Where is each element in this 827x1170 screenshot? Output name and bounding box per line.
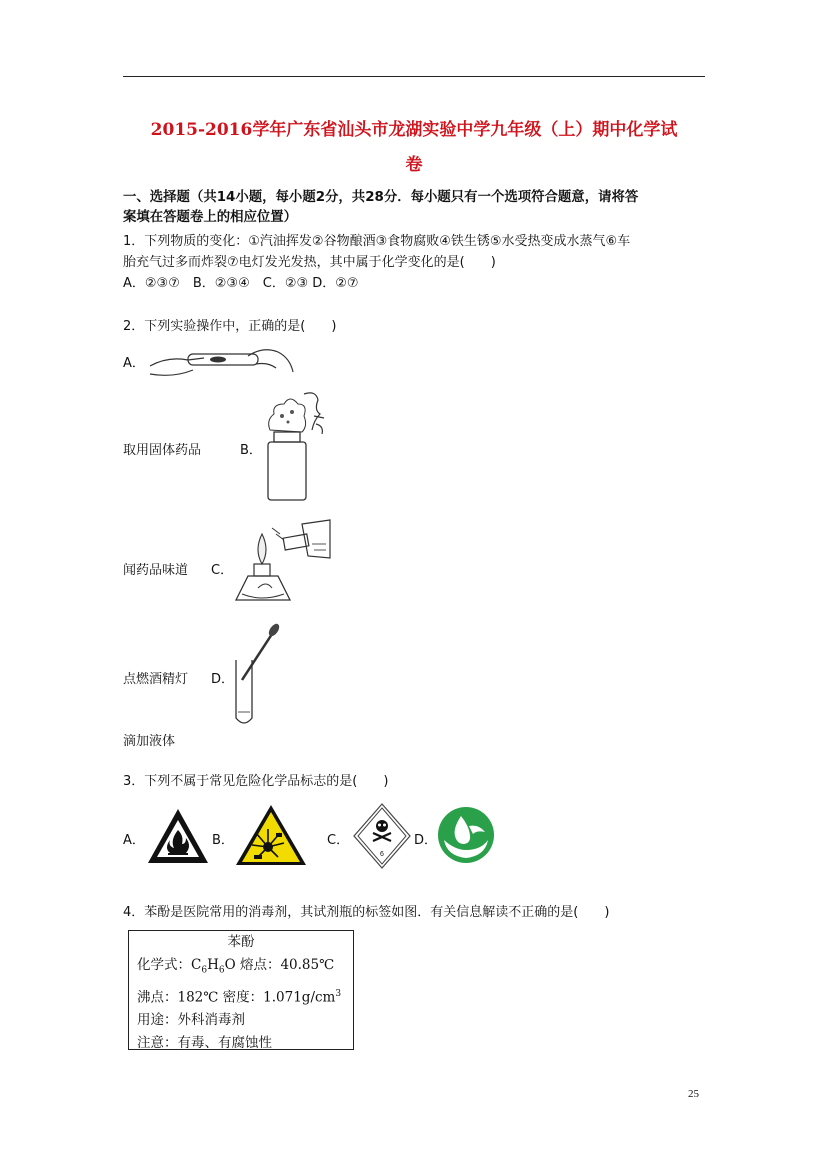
q2-option-c: C． — [211, 563, 234, 578]
q1-stem: 1．下列物质的变化：①汽油挥发②谷物酿酒③食物腐败④铁生锈⑤水受热变成水蒸气⑥车 — [123, 234, 631, 249]
q2-option-a: A． — [123, 356, 145, 371]
reagent-note: 注意：有毒、有腐蚀性 — [137, 1035, 272, 1052]
reagent-name: 苯酚 — [227, 934, 255, 950]
q2-a-caption: 取用固体药品 — [123, 443, 202, 458]
q2-b-image — [262, 390, 332, 502]
reagent-use: 用途：外科消毒剂 — [137, 1012, 245, 1029]
section-heading-cont: 案填在答题卷上的相应位置） — [123, 210, 298, 225]
q2-c-caption: 点燃酒精灯 — [123, 672, 189, 687]
q3-b-explosive-sign — [234, 803, 308, 867]
q2-c-image — [232, 514, 336, 614]
q2-d-caption: 滴加液体 — [123, 734, 176, 749]
q2-option-d: D． — [211, 672, 235, 687]
q3-option-c: C． — [327, 833, 350, 848]
reagent-label-box — [128, 930, 354, 1050]
reagent-boiling-density: 沸点：182℃ 密度：$1.071g/cm^3$ — [137, 988, 342, 1006]
q3-c-toxic-sign — [352, 802, 412, 870]
section-heading: 一、选择题（共14小题，每小题2分，共28分．每小题只有一个选项符合题意，请将答 — [123, 190, 639, 205]
q3-d-water-saving-sign — [437, 806, 495, 864]
doc-title-cont: 卷 — [405, 155, 423, 175]
q3-option-d: D． — [414, 833, 438, 848]
q2-option-b: B． — [240, 443, 262, 458]
q3-a-flammable-sign — [146, 806, 210, 866]
q2-d-image — [228, 620, 288, 730]
q3-stem: 3．下列不属于常见危险化学品标志的是( ) — [123, 774, 389, 789]
q1-stem-cont: 胎充气过多而炸裂⑦电灯发光发热，其中属于化学变化的是( ) — [123, 255, 496, 270]
q2-stem: 2．下列实验操作中，正确的是( ) — [123, 319, 337, 334]
q2-b-caption: 闻药品味道 — [123, 563, 189, 578]
q3-option-b: B． — [212, 833, 234, 848]
q1-options: A．②③⑦ B．②③④ C．②③ D．②⑦ — [123, 276, 359, 291]
page-number: 25 — [688, 1088, 699, 1100]
q2-a-image — [148, 344, 298, 379]
header-rule — [123, 76, 705, 77]
q3-option-a: A． — [123, 833, 145, 848]
doc-title: 2015-2016学年广东省汕头市龙湖实验中学九年级（上）期中化学试 — [150, 120, 678, 140]
q3-c-sign-number: 6 — [380, 851, 384, 858]
q4-stem: 4．苯酚是医院常用的消毒剂，其试剂瓶的标签如图．有关信息解读不正确的是( ) — [123, 905, 610, 920]
reagent-formula: 化学式：$C_6H_6O$ 熔点：40.85℃ — [137, 957, 335, 976]
